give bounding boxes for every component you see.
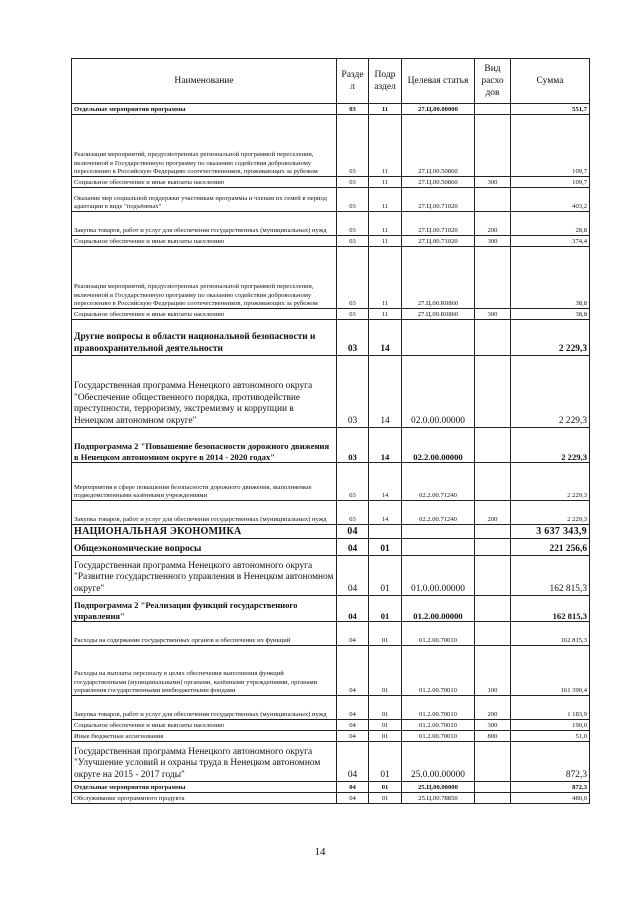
cell-razdel: 03 (337, 247, 369, 309)
cell-razdel: 03 (337, 115, 369, 177)
cell-podrazdel: 01 (369, 731, 402, 742)
cell-sum: 872,3 (511, 742, 590, 782)
cell-podrazdel: 01 (369, 782, 402, 793)
cell-sum: 551,7 (511, 104, 590, 115)
cell-razdel: 03 (337, 236, 369, 247)
table-row (72, 622, 590, 646)
cell-name: Подпрограмма 2 "Реализация функций государственного управления" (72, 596, 337, 622)
cell-name: Мероприятия в сфере повышения безопасности дорожного движения, выполняемые подведомственными казёнными учреждениями (72, 463, 337, 501)
cell-razdel: 03 (337, 356, 369, 428)
cell-name: Отдельные мероприятия программы (72, 104, 337, 115)
cell-podrazdel: 01 (369, 539, 402, 556)
cell-podrazdel: 11 (369, 177, 402, 188)
cell-name: Реализация мероприятий, предусмотренных региональной программой переселения, включенной в Государственную программу по оказанию содействия добровольному переселению в Российскую Федерацию соотечественников, проживающих за рубежом (72, 115, 337, 177)
cell-expense-type (475, 115, 511, 177)
cell-name: Закупка товаров, работ и услуг для обеспечения государственных (муниципальных) нужд (72, 501, 337, 525)
header-podrazdel: Подр аздел (369, 59, 402, 104)
cell-target-article: 02.0.00.00000 (402, 356, 475, 428)
table-row (72, 525, 590, 539)
table-row (72, 247, 590, 309)
cell-sum: 161 390,4 (511, 646, 590, 696)
table-row (72, 646, 590, 696)
cell-target-article: 27.Ц.00.R0860 (402, 309, 475, 320)
table-row (72, 556, 590, 596)
cell-target-article: 25.Ц.00.78850 (402, 793, 475, 804)
cell-target-article: 02.2.00.00000 (402, 428, 475, 463)
cell-name: Закупка товаров, работ и услуг для обеспечения государственных (муниципальных) нужд (72, 212, 337, 236)
cell-podrazdel: 01 (369, 720, 402, 731)
cell-target-article: 01.0.00.00000 (402, 556, 475, 596)
budget-table (71, 58, 590, 804)
cell-name: Оказание мер социальной поддержки участникам программы и членам их семей в период адаптации в виде "подъёмных" (72, 188, 337, 212)
table-row (72, 720, 590, 731)
cell-name: Реализация мероприятий, предусмотренных региональной программой переселения, включенной в Государственную программу по оказанию содействия добровольному переселению в Российскую Федерацию соотечественников, проживающих за рубежом (72, 247, 337, 309)
cell-sum: 38,8 (511, 247, 590, 309)
cell-podrazdel: 14 (369, 356, 402, 428)
cell-razdel: 04 (337, 731, 369, 742)
cell-razdel: 04 (337, 696, 369, 720)
cell-name: Государственная программа Ненецкого автономного округа "Улучшение условий и охраны труда в Ненецком автономном округе на 2015 - 2017 годы" (72, 742, 337, 782)
cell-podrazdel: 01 (369, 696, 402, 720)
cell-name: Иные бюджетные ассигнования (72, 731, 337, 742)
cell-razdel: 04 (337, 742, 369, 782)
cell-podrazdel: 11 (369, 188, 402, 212)
cell-podrazdel: 11 (369, 212, 402, 236)
table-row (72, 782, 590, 793)
cell-name: Расходы на выплаты персоналу в целях обеспечения выполнения функций государственными (муниципальными) органами, казёнными учреждениями, органами управления государственными внебюджетными фондами (72, 646, 337, 696)
cell-sum: 2 229,3 (511, 320, 590, 356)
cell-target-article: 27.Ц.00.71020 (402, 212, 475, 236)
cell-podrazdel: 01 (369, 622, 402, 646)
header-expense-type: Вид расхо дов (475, 59, 511, 104)
cell-podrazdel (369, 525, 402, 539)
header-razdel: Разде л (337, 59, 369, 104)
table-row (72, 731, 590, 742)
cell-razdel: 03 (337, 501, 369, 525)
cell-expense-type (475, 356, 511, 428)
table-row (72, 188, 590, 212)
table-row (72, 428, 590, 463)
cell-target-article: 27.Ц.00.50860 (402, 115, 475, 177)
cell-target-article: 01.2.00.70010 (402, 622, 475, 646)
cell-target-article: 01.2.00.70010 (402, 696, 475, 720)
cell-name: Государственная программа Ненецкого автономного округа "Развитие государственного управления в Ненецком автономном округе" (72, 556, 337, 596)
cell-sum: 109,7 (511, 115, 590, 177)
cell-target-article: 25.Ц.00.00000 (402, 782, 475, 793)
cell-podrazdel: 11 (369, 309, 402, 320)
cell-name: Общеэкономические вопросы (72, 539, 337, 556)
table-row (72, 115, 590, 177)
cell-name: Расходы на содержание государственных органов и обеспечение их функций (72, 622, 337, 646)
table-header (72, 59, 590, 104)
cell-expense-type: 300 (475, 177, 511, 188)
cell-podrazdel: 14 (369, 463, 402, 501)
table-row (72, 320, 590, 356)
cell-expense-type (475, 556, 511, 596)
cell-expense-type (475, 782, 511, 793)
cell-expense-type (475, 596, 511, 622)
table-row (72, 742, 590, 782)
cell-expense-type (475, 742, 511, 782)
cell-name: Социальное обеспечение и иные выплаты населению (72, 236, 337, 247)
cell-razdel: 03 (337, 309, 369, 320)
cell-sum: 2 229,3 (511, 428, 590, 463)
cell-sum: 1 183,9 (511, 696, 590, 720)
cell-target-article: 25.0.00.00000 (402, 742, 475, 782)
table-row (72, 596, 590, 622)
cell-name: Другие вопросы в области национальной безопасности и правоохранительной деятельности (72, 320, 337, 356)
cell-razdel: 03 (337, 104, 369, 115)
cell-expense-type (475, 104, 511, 115)
cell-expense-type (475, 463, 511, 501)
cell-sum: 2 229,3 (511, 501, 590, 525)
cell-razdel: 04 (337, 793, 369, 804)
cell-podrazdel: 01 (369, 742, 402, 782)
cell-expense-type (475, 320, 511, 356)
cell-expense-type: 200 (475, 696, 511, 720)
cell-podrazdel: 14 (369, 501, 402, 525)
cell-target-article: 01.2.00.70010 (402, 646, 475, 696)
cell-target-article: 27.Ц.00.71020 (402, 236, 475, 247)
cell-razdel: 03 (337, 463, 369, 501)
cell-name: Социальное обеспечение и иные выплаты населению (72, 309, 337, 320)
cell-razdel: 03 (337, 212, 369, 236)
table-row (72, 177, 590, 188)
cell-razdel: 04 (337, 556, 369, 596)
table-row (72, 309, 590, 320)
cell-target-article (402, 525, 475, 539)
cell-sum: 162 815,3 (511, 556, 590, 596)
cell-sum: 3 637 343,9 (511, 525, 590, 539)
cell-target-article: 01.2.00.70010 (402, 720, 475, 731)
cell-expense-type (475, 188, 511, 212)
header-row (72, 59, 590, 104)
cell-target-article: 02.2.00.71240 (402, 501, 475, 525)
cell-name: Социальное обеспечение и иные выплаты населению (72, 177, 337, 188)
cell-razdel: 04 (337, 525, 369, 539)
cell-name: Государственная программа Ненецкого автономного округа "Обеспечение общественного порядка, противодействие преступности, терроризму, экстремизму и коррупции в Ненецком автономном округе" (72, 356, 337, 428)
cell-podrazdel: 14 (369, 320, 402, 356)
cell-expense-type: 200 (475, 212, 511, 236)
table-row (72, 236, 590, 247)
cell-name: Социальное обеспечение и иные выплаты населению (72, 720, 337, 731)
cell-razdel: 04 (337, 539, 369, 556)
cell-podrazdel: 11 (369, 104, 402, 115)
cell-name: Подпрограмма 2 "Повышение безопасности дорожного движения в Ненецком автономном округе в 2014 - 2020 годах" (72, 428, 337, 463)
cell-podrazdel: 01 (369, 793, 402, 804)
cell-sum: 162 815,3 (511, 596, 590, 622)
cell-sum: 162 815,3 (511, 622, 590, 646)
cell-target-article (402, 320, 475, 356)
cell-sum: 190,0 (511, 720, 590, 731)
table-row (72, 104, 590, 115)
cell-name: НАЦИОНАЛЬНАЯ ЭКОНОМИКА (72, 525, 337, 539)
table-row (72, 463, 590, 501)
cell-expense-type: 300 (475, 236, 511, 247)
header-name: Наименование (72, 59, 337, 104)
header-target-article: Целевая статья (402, 59, 475, 104)
cell-podrazdel: 01 (369, 556, 402, 596)
cell-sum: 109,7 (511, 177, 590, 188)
cell-expense-type: 200 (475, 501, 511, 525)
cell-sum: 221 256,6 (511, 539, 590, 556)
cell-expense-type: 800 (475, 731, 511, 742)
table-row (72, 356, 590, 428)
page-number: 14 (314, 846, 326, 858)
cell-expense-type: 300 (475, 309, 511, 320)
cell-razdel: 04 (337, 596, 369, 622)
cell-sum: 872,3 (511, 782, 590, 793)
cell-expense-type (475, 539, 511, 556)
cell-name: Обслуживание программного продукта (72, 793, 337, 804)
cell-razdel: 04 (337, 646, 369, 696)
cell-podrazdel: 11 (369, 236, 402, 247)
cell-sum: 403,2 (511, 188, 590, 212)
cell-target-article: 01.2.00.00000 (402, 596, 475, 622)
cell-target-article: 27.Ц.00.00000 (402, 104, 475, 115)
table-row (72, 501, 590, 525)
cell-podrazdel: 01 (369, 646, 402, 696)
cell-sum: 2 229,3 (511, 463, 590, 501)
cell-razdel: 03 (337, 320, 369, 356)
cell-razdel: 03 (337, 188, 369, 212)
table-row (72, 793, 590, 804)
cell-podrazdel: 14 (369, 428, 402, 463)
table-row (72, 539, 590, 556)
cell-sum: 38,8 (511, 309, 590, 320)
cell-razdel: 03 (337, 428, 369, 463)
cell-sum: 51,0 (511, 731, 590, 742)
cell-name: Отдельные мероприятия программы (72, 782, 337, 793)
cell-razdel: 03 (337, 177, 369, 188)
cell-expense-type (475, 793, 511, 804)
table-row (72, 212, 590, 236)
cell-podrazdel: 11 (369, 247, 402, 309)
table-body (72, 104, 590, 804)
cell-sum: 374,4 (511, 236, 590, 247)
cell-target-article: 27.Ц.00.50860 (402, 177, 475, 188)
cell-name: Закупка товаров, работ и услуг для обеспечения государственных (муниципальных) нужд (72, 696, 337, 720)
cell-target-article: 27.Ц.00.71020 (402, 188, 475, 212)
cell-target-article: 27.Ц.00.R0860 (402, 247, 475, 309)
cell-expense-type: 300 (475, 720, 511, 731)
cell-sum: 2 229,3 (511, 356, 590, 428)
cell-podrazdel: 11 (369, 115, 402, 177)
cell-razdel: 04 (337, 720, 369, 731)
table-row (72, 696, 590, 720)
cell-razdel: 04 (337, 622, 369, 646)
cell-expense-type (475, 247, 511, 309)
cell-target-article: 01.2.00.70010 (402, 731, 475, 742)
cell-sum: 480,0 (511, 793, 590, 804)
cell-expense-type (475, 428, 511, 463)
header-sum: Сумма (511, 59, 590, 104)
cell-target-article: 02.2.00.71240 (402, 463, 475, 501)
cell-podrazdel: 01 (369, 596, 402, 622)
cell-razdel: 04 (337, 782, 369, 793)
cell-expense-type (475, 525, 511, 539)
cell-expense-type (475, 622, 511, 646)
cell-sum: 28,8 (511, 212, 590, 236)
cell-target-article (402, 539, 475, 556)
cell-expense-type: 100 (475, 646, 511, 696)
